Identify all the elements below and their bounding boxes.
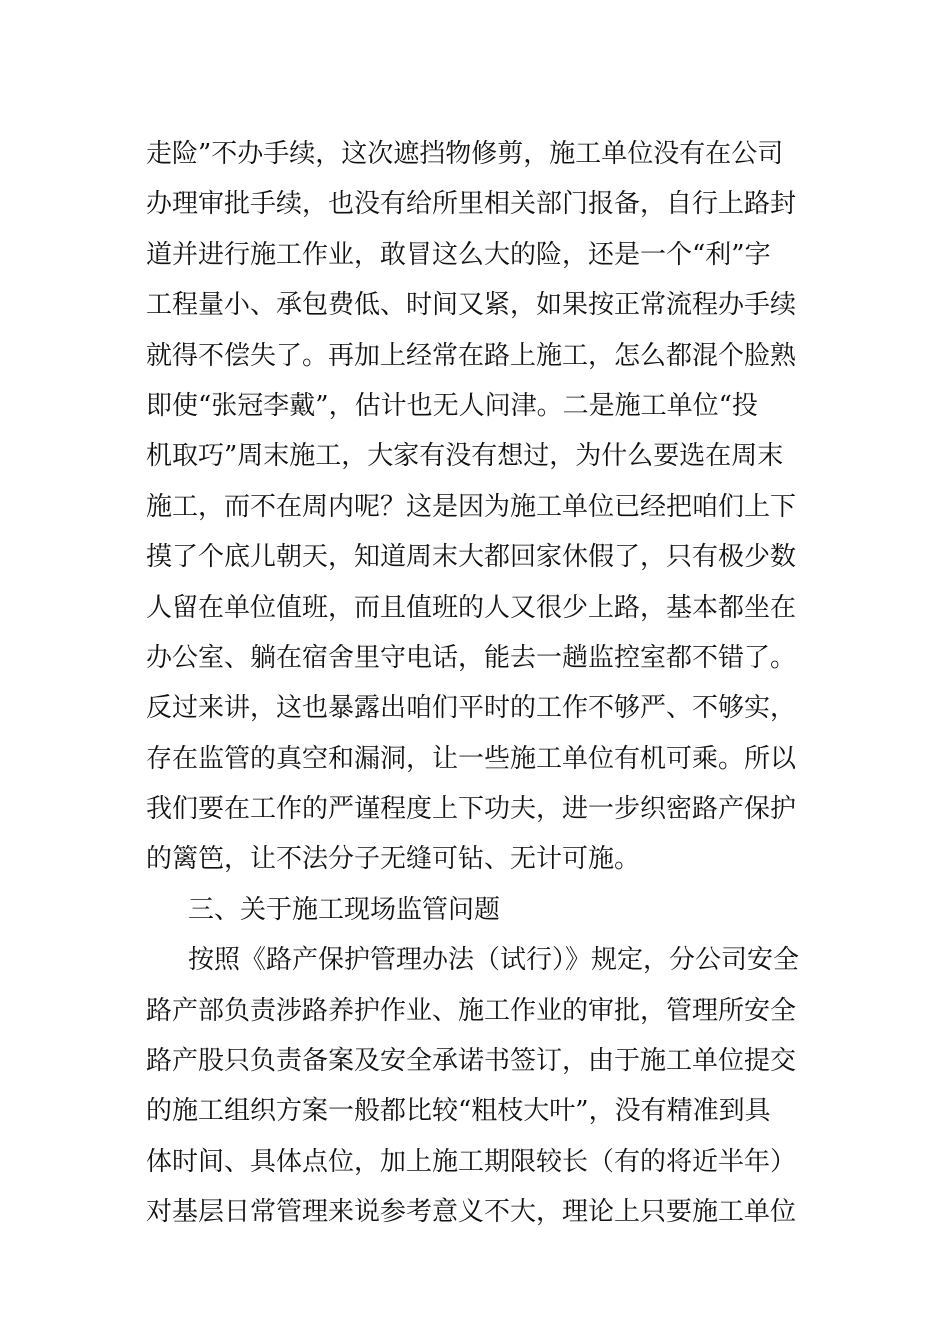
text-line: 存在监管的真空和漏洞，让一些施工单位有机可乘。所以	[146, 743, 797, 774]
text-line: 反过来讲，这也暴露出咱们平时的工作不够严、不够实，	[146, 693, 797, 724]
text-line: 人留在单位值班，而且值班的人又很少上路，基本都坐在	[146, 592, 797, 623]
text-line: 走险”不办手续，这次遮挡物修剪，施工单位没有在公司	[146, 139, 784, 169]
text-line: 路产股只负责备案及安全承诺书签订，由于施工单位提交	[146, 1046, 797, 1077]
text-line: 即使“张冠李戴”，估计也无人问津。二是施工单位“投	[146, 390, 758, 421]
text-line: 工程量小、承包费低、时间又紧，如果按正常流程办手续	[146, 290, 797, 321]
text-line: 体时间、具体点位，加上施工期限较长（有的将近半年）	[146, 1146, 797, 1177]
paragraph-first-line: 按照《路产保护管理办法（试行）》规定，分公司安全	[188, 945, 800, 976]
text-line: 就得不偿失了。再加上经常在路上施工，怎么都混个脸熟	[146, 340, 797, 371]
text-line: 我们要在工作的严谨程度上下功夫，进一步织密路产保护	[146, 794, 797, 825]
text-line: 办公室、躺在宿舍里守电话，能去一趟监控室都不错了。	[146, 642, 797, 673]
text-line: 的篱笆，让不法分子无缝可钻、无计可施。	[146, 844, 641, 875]
text-line: 道并进行施工作业，敢冒这么大的险，还是一个“利”字	[146, 239, 771, 270]
text-line: 摸了个底儿朝天，知道周末大都回家休假了，只有极少数	[146, 542, 797, 573]
section-heading: 三、关于施工现场监管问题	[188, 894, 501, 925]
text-line: 办理审批手续，也没有给所里相关部门报备，自行上路封	[146, 189, 797, 220]
text-line: 机取巧”周末施工，大家有没有想过，为什么要选在周末	[146, 441, 784, 472]
text-line: 的施工组织方案一般都比较“粗枝大叶”，没有精准到具	[146, 1096, 771, 1127]
document-body	[146, 129, 816, 1238]
text-line: 施工，而不在周内呢？这是因为施工单位已经把咱们上下	[146, 491, 797, 522]
text-line: 对基层日常管理来说参考意义不大，理论上只要施工单位	[146, 1197, 797, 1228]
text-line: 路产部负责涉路养护作业、施工作业的审批，管理所安全	[146, 995, 797, 1026]
